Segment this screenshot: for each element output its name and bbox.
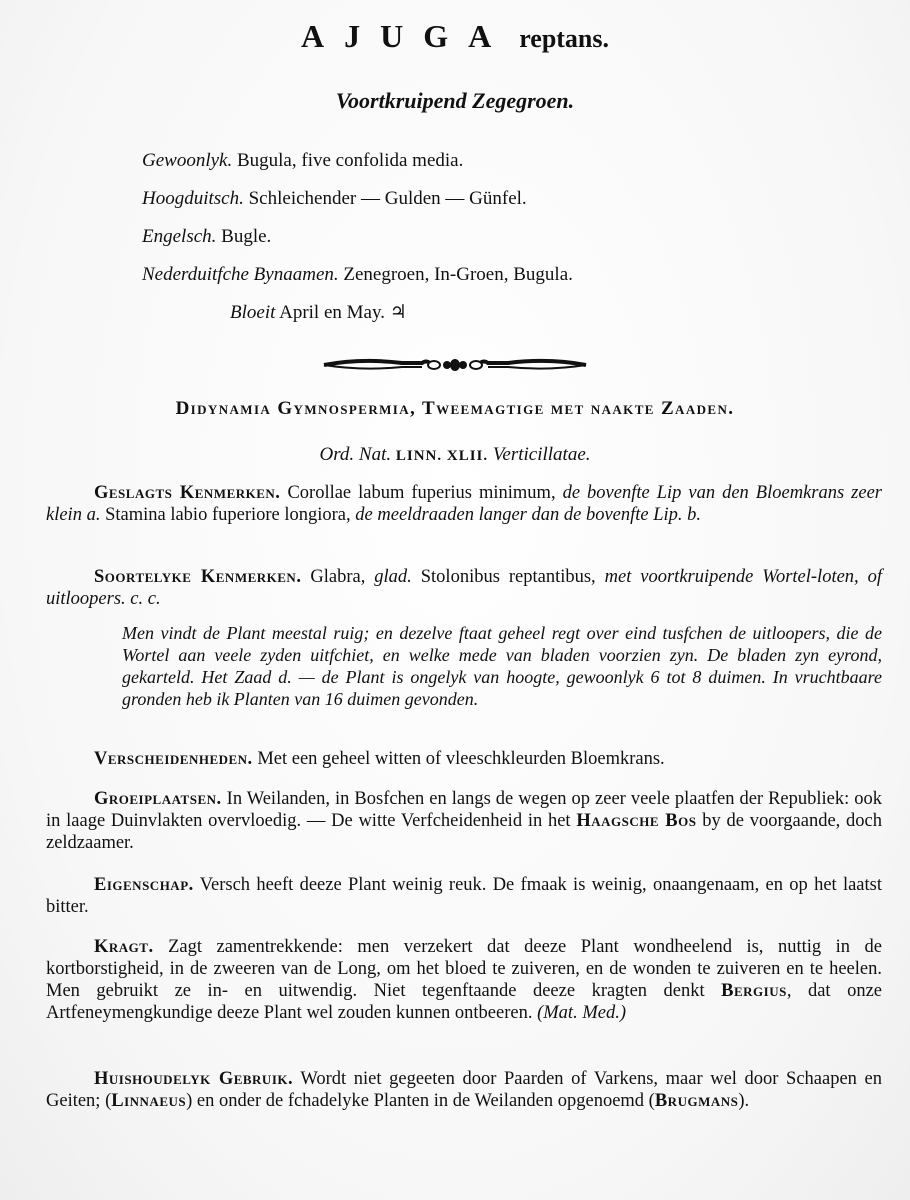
name-row-bloeit bbox=[142, 298, 842, 336]
section-heading: Kragt. bbox=[94, 937, 154, 957]
author-name: Bergius bbox=[721, 981, 787, 1001]
name-text: Zenegroen, In-Groen, Bugula. bbox=[343, 264, 573, 285]
author-name: Linnaeus bbox=[111, 1091, 187, 1111]
section-note: Men vindt de Plant meestal ruig; en dezelve ftaat geheel regt over eind tusfchen de uitloopers, die de Wortel aan veele zyden uitfchiet, en welke mede van bladen voorzien zyn. De bladen zyn eyrond, gekarteld. Het Zaad d. — de Plant is ongelyk van hoogte, gewoonlyk 6 tot 8 duimen. In vruchtbaare gronden heb ik Planten van 16 duimen gevonden. bbox=[122, 623, 882, 709]
author-name: Brugmans bbox=[654, 1091, 739, 1111]
reference: (Mat. Med.) bbox=[537, 1003, 626, 1023]
dutch-text: met voortkruipende Wortel-loten, of uitloopers. c. c. bbox=[46, 567, 882, 609]
name-label: Bloeit bbox=[230, 302, 276, 323]
section-text: by de voorgaande, doch zeldzaamer. bbox=[46, 811, 883, 853]
section-text: , dat onze Artfeneymengkundige deeze Plant wel zouden kunnen ontbeeren. bbox=[46, 981, 882, 1023]
section-huishoudelyk bbox=[46, 1068, 882, 1112]
linnaean-class: Didynamia Gymnospermia, Tweemagtige met naakte Zaaden. bbox=[175, 398, 735, 419]
vernacular-names bbox=[142, 146, 842, 336]
name-label: Engelsch. bbox=[142, 226, 217, 247]
name-label: Hoogduitsch. bbox=[142, 188, 244, 209]
dutch-text: de meeldraaden langer dan de bovenfte Lip. b. bbox=[355, 505, 702, 525]
section-heading: Groeiplaatsen. bbox=[94, 789, 222, 809]
section-groeiplaatsen bbox=[46, 788, 882, 854]
section-heading: Geslagts Kenmerken. bbox=[94, 483, 281, 503]
section-text: Met een geheel witten of vleeschkleurden Bloemkrans. bbox=[257, 749, 665, 769]
name-text: Schleichender — Gulden — Günfel. bbox=[248, 188, 527, 209]
place-name: Haagsche Bos bbox=[576, 811, 697, 831]
latin-text: Stolonibus reptantibus, bbox=[420, 567, 596, 587]
section-text: Versch heeft deeze Plant weinig reuk. De fmaak is weinig, onaangenaam, en op het laatst bitter. bbox=[46, 875, 882, 917]
ordo-prefix: Ord. Nat. bbox=[319, 444, 392, 465]
dutch-common-name: Voortkruipend Zegegroen. bbox=[335, 88, 575, 113]
section-verscheidenheden bbox=[46, 748, 882, 770]
section-text: Zagt zamentrekkende: men verzekert dat deeze Plant wondheelend is, nuttig in de kortborstigheid, in de zweeren van de Long, om het bloed te zuiveren, en de wonden te zuiveren en te heelen. Men gebruikt ze in- en uitwendig. Niet tegenftaande deeze kragten denkt bbox=[46, 937, 882, 1001]
section-heading: Eigenschap. bbox=[94, 875, 194, 895]
ornament-divider bbox=[322, 354, 588, 376]
section-kragt bbox=[46, 936, 882, 1024]
dutch-text: de bovenfte Lip van den Bloemkrans zeer klein a. bbox=[46, 483, 882, 525]
name-text: Bugle. bbox=[221, 226, 272, 247]
genus-name: AJUGA bbox=[300, 18, 512, 54]
section-soortelyke bbox=[46, 566, 882, 610]
latin-text: Corollae labum fuperius minimum, bbox=[287, 483, 556, 503]
page-title bbox=[0, 18, 910, 55]
latin-text: Glabra, bbox=[310, 567, 366, 587]
section-text: ). bbox=[738, 1091, 750, 1111]
ordo-name: Verticillatae. bbox=[492, 444, 591, 465]
section-text: ) en onder de fchadelyke Planten in de Weilanden opgenoemd ( bbox=[186, 1091, 655, 1111]
name-label: Nederduitfche Bynaamen. bbox=[142, 264, 339, 285]
section-text: Wordt niet gegeeten door Paarden of Varkens, maar wel door Schaapen en Geiten; ( bbox=[46, 1069, 882, 1111]
latin-text: Stamina labio fuperiore longiora, bbox=[105, 505, 351, 525]
name-text: Bugula, five confolida media. bbox=[236, 150, 464, 171]
section-heading: Huishoudelyk Gebruik. bbox=[94, 1069, 294, 1089]
section-geslagts bbox=[46, 482, 882, 526]
name-row-hoogduitsch bbox=[142, 184, 842, 222]
section-heading: Soortelyke Kenmerken. bbox=[94, 567, 302, 587]
name-label: Gewoonlyk. bbox=[142, 150, 233, 171]
species-name: reptans. bbox=[519, 24, 610, 53]
ordo-linn: LINN. XLII. bbox=[395, 448, 489, 464]
name-row-engelsch bbox=[142, 222, 842, 260]
name-text: April en May. ♃ bbox=[279, 302, 407, 323]
dutch-text: glad. bbox=[374, 567, 412, 587]
name-row-nederduitsch bbox=[142, 260, 842, 298]
natural-order bbox=[0, 444, 910, 466]
section-text: In Weilanden, in Bosfchen en langs de wegen op zeer veele plaatfen der Republiek: ook in laage Duinvlakten overvloedig. — De witte Verfcheidenheid in het bbox=[46, 789, 883, 831]
name-row-gewoonlyk bbox=[142, 146, 842, 184]
section-heading: Verscheidenheden. bbox=[94, 749, 253, 769]
section-eigenschap bbox=[46, 874, 882, 918]
